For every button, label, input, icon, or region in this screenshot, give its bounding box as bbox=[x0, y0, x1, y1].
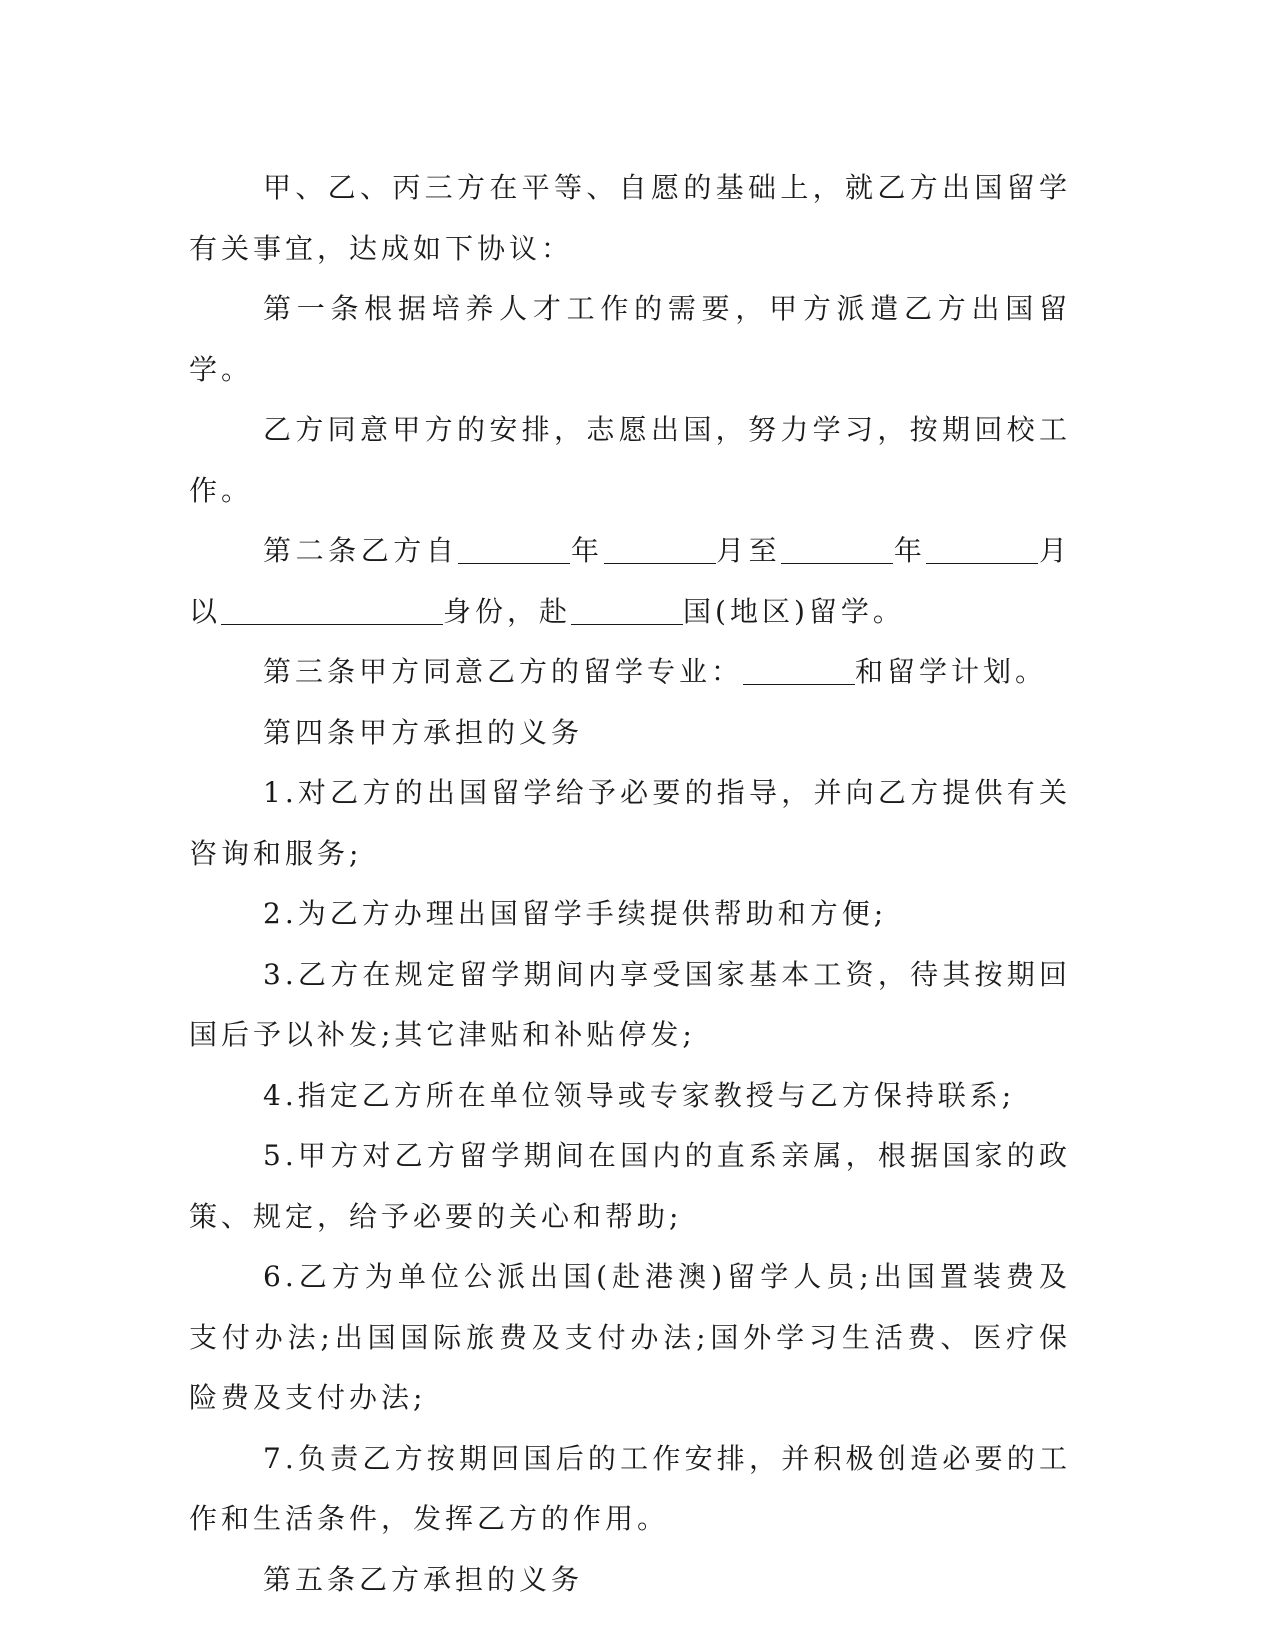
article-2-text-5: 月以 bbox=[189, 534, 1071, 628]
document-body bbox=[189, 158, 1071, 1610]
major-blank[interactable] bbox=[743, 654, 855, 685]
identity-blank[interactable] bbox=[221, 594, 443, 625]
paragraph-article-4-item-1: 1.对乙方的出国留学给予必要的指导，并向乙方提供有关咨询和服务; bbox=[189, 776, 1071, 870]
paragraph-article-5-heading: 第五条乙方承担的义务 bbox=[263, 1562, 584, 1596]
paragraph-article-4-item-7: 7.负责乙方按期回国后的工作安排，并积极创造必要的工作和生活条件，发挥乙方的作用。 bbox=[189, 1441, 1071, 1535]
paragraph-article-1-consent: 乙方同意甲方的安排，志愿出国，努力学习，按期回校工作。 bbox=[189, 413, 1071, 507]
start-month-blank[interactable] bbox=[604, 533, 716, 564]
paragraph-article-4-item-3: 3.乙方在规定留学期间内享受国家基本工资，待其按期回国后予以补发;其它津贴和补贴停发; bbox=[189, 957, 1071, 1051]
end-year-blank[interactable] bbox=[781, 533, 893, 564]
country-blank[interactable] bbox=[571, 594, 683, 625]
paragraph-article-2 bbox=[189, 521, 1071, 642]
paragraph-article-3 bbox=[189, 642, 1071, 703]
article-3-text-1: 第三条甲方同意乙方的留学专业： bbox=[263, 655, 744, 688]
paragraph-article-4-item-5: 5.甲方对乙方留学期间在国内的直系亲属，根据国家的政策、规定，给予必要的关心和帮助; bbox=[189, 1139, 1071, 1233]
article-2-text-4: 年 bbox=[893, 534, 927, 567]
paragraph-article-4-item-4: 4.指定乙方所在单位领导或专家教授与乙方保持联系; bbox=[263, 1078, 1016, 1112]
article-2-text-7: 国(地区)留学。 bbox=[683, 594, 905, 628]
start-year-blank[interactable] bbox=[458, 533, 570, 564]
paragraph-article-4-item-6: 6.乙方为单位公派出国(赴港澳)留学人员;出国置装费及支付办法;出国国际旅费及支付办法;国外学习生活费、医疗保险费及支付办法; bbox=[189, 1260, 1071, 1414]
paragraph-article-4-item-2: 2.为乙方办理出国留学手续提供帮助和方便; bbox=[263, 897, 888, 930]
paragraph-preamble: 甲、乙、丙三方在平等、自愿的基础上，就乙方出国留学有关事宜，达成如下协议： bbox=[189, 171, 1071, 265]
article-2-text-2: 年 bbox=[570, 534, 604, 567]
paragraph-article-1: 第一条根据培养人才工作的需要，甲方派遣乙方出国留学。 bbox=[189, 292, 1071, 386]
paragraph-article-4-heading: 第四条甲方承担的义务 bbox=[263, 715, 584, 749]
article-3-text-2: 和留学计划。 bbox=[855, 655, 1048, 688]
end-month-blank[interactable] bbox=[926, 533, 1038, 564]
article-2-text-3: 月至 bbox=[715, 534, 782, 567]
article-2-text-6: 身份，赴 bbox=[443, 594, 572, 628]
article-2-text-1: 第二条乙方自 bbox=[263, 534, 459, 567]
